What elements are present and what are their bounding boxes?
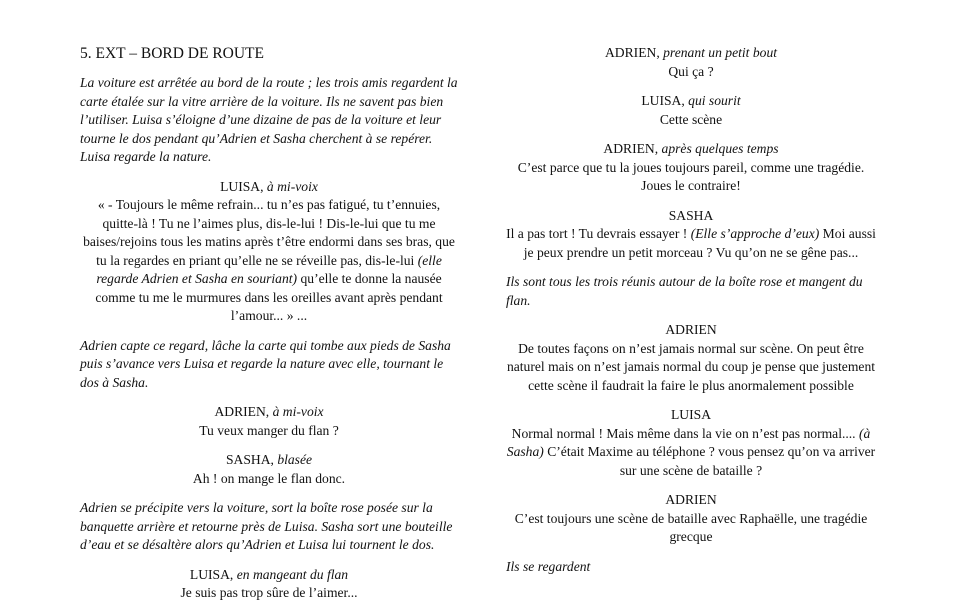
- speaker-name: ADRIEN: [665, 492, 717, 507]
- stage-direction: Ils sont tous les trois réunis autour de la boîte rose et mangent du flan.: [506, 274, 863, 308]
- parenthetical: blasée: [277, 452, 313, 467]
- dialogue-text: Normal normal ! Mais même dans la vie on n’est pas normal....: [511, 425, 859, 441]
- stage-direction: Adrien se précipite vers la voiture, sort la boîte rose posée sur la banquette arrière et retourne près de Luisa. Sasha sort une bouteille d’eau et se désaltère alors qu’Adrien et Luisa lui tournent le dos.: [80, 500, 453, 552]
- speaker-line: [506, 44, 876, 63]
- stage-direction: Ils se regardent: [506, 558, 591, 574]
- dialogue-block: [80, 403, 458, 440]
- dialogue-line: Tu veux manger du flan ?: [199, 422, 339, 438]
- dialogue-block: [80, 566, 458, 603]
- dialogue-text: « - Toujours le même refrain... tu n’es pas fatigué, tu t’ennuies, quitte-là ! Tu ne l’aimes plus, dis-le-lui ! Dis-le-lui que tu me baises/rejoins tous les matins après t’être endormi dans ses bras, que tu la regardes en priant qu’elle ne se réveille pas, dis-le-lui: [83, 197, 455, 268]
- dialogue-block: [506, 140, 876, 196]
- dialogue-text: Il a pas tort ! Tu devrais essayer !: [506, 226, 691, 241]
- dialogue-block: [506, 321, 876, 395]
- right-column: [506, 44, 876, 587]
- dialogue-line: De toutes façons on n’est jamais normal sur scène. On peut être naturel mais on n’est jamais normal du coup je pense que justement cette scène il faudrait la faire le plus anormalement possible: [506, 340, 876, 393]
- dialogue-block: [80, 451, 458, 488]
- speaker-name: SASHA,: [225, 452, 278, 467]
- dialogue-line: Cette scène: [659, 111, 723, 127]
- dialogue-text: Moi aussi je peux prendre un petit morceau ? Vu qu’on ne se gêne pas...: [523, 226, 876, 260]
- speaker-name: LUISA,: [641, 93, 689, 108]
- inline-direction: (à Sasha): [506, 425, 871, 459]
- dialogue-block: [506, 406, 876, 480]
- dialogue-block: [80, 178, 458, 326]
- dialogue-block: [506, 92, 876, 129]
- dialogue-line: Ah ! on mange le flan donc.: [192, 470, 346, 486]
- parenthetical: prenant un petit bout: [663, 45, 778, 60]
- dialogue-line: Qui ça ?: [668, 63, 714, 79]
- dialogue-text: C’était Maxime au téléphone ? vous pensez qu’on va arriver sur une scène de bataille ?: [543, 444, 876, 478]
- parenthetical: à mi-voix: [272, 404, 324, 419]
- speaker-line: [80, 451, 458, 470]
- speaker-name: LUISA,: [220, 178, 267, 194]
- dialogue-block: [506, 207, 876, 263]
- left-column: [80, 44, 458, 614]
- stage-direction: La voiture est arrêtée au bord de la route ; les trois amis regardent la carte étalée sur la vitre arrière de la voiture. Ils ne savent pas bien l’utiliser. Luisa s’éloigne d’une dizaine de pas de la voiture et leur tourne le dos pendant qu’Adrien et Sasha cherchent à se repérer. Luisa regarde la nature.: [80, 75, 458, 164]
- dialogue-line: [506, 425, 876, 481]
- dialogue-line: C’est toujours une scène de bataille avec Raphaëlle, une tragédie grecque: [514, 510, 868, 544]
- dialogue-line: [80, 196, 458, 326]
- parenthetical: qui sourit: [688, 93, 741, 108]
- speaker-name: ADRIEN: [665, 322, 717, 337]
- inline-direction: (elle regarde Adrien et Sasha en souriant): [96, 252, 442, 286]
- speaker-line: [80, 178, 458, 197]
- speaker-name: ADRIEN,: [214, 404, 273, 419]
- parenthetical: à mi-voix: [266, 178, 318, 194]
- stage-direction: Adrien capte ce regard, lâche la carte qui tombe aux pieds de Sasha puis s’avance vers Luisa et regarde la nature avec elle, tournant le dos à Sasha.: [80, 337, 451, 390]
- parenthetical: en mangeant du flan: [236, 566, 349, 582]
- speaker-name: LUISA: [670, 407, 712, 422]
- parenthetical: après quelques temps: [661, 141, 779, 156]
- speaker-name: LUISA,: [189, 566, 237, 582]
- speaker-line: [80, 403, 458, 422]
- dialogue-line: [506, 225, 876, 262]
- dialogue-line: C’est parce que tu la joues toujours pareil, comme une tragédie. Joues le contraire!: [517, 159, 865, 193]
- speaker-name: ADRIEN,: [603, 141, 662, 156]
- dialogue-text: qu’elle te donne la nausée comme tu me le murmures dans les oreilles avant après pendant l’amour... » ...: [95, 271, 443, 323]
- speaker-line: [506, 140, 876, 159]
- speaker-line: [506, 92, 876, 111]
- inline-direction: (Elle s’approche d’eux): [690, 226, 820, 241]
- speaker-name: SASHA: [668, 207, 714, 223]
- dialogue-block: [506, 491, 876, 547]
- speaker-name: ADRIEN,: [604, 45, 664, 60]
- scene-heading: 5. EXT – BORD DE ROUTE: [80, 45, 264, 62]
- dialogue-block: [506, 44, 876, 81]
- speaker-line: [80, 566, 458, 585]
- dialogue-line: Je suis pas trop sûre de l’aimer...: [180, 585, 358, 600]
